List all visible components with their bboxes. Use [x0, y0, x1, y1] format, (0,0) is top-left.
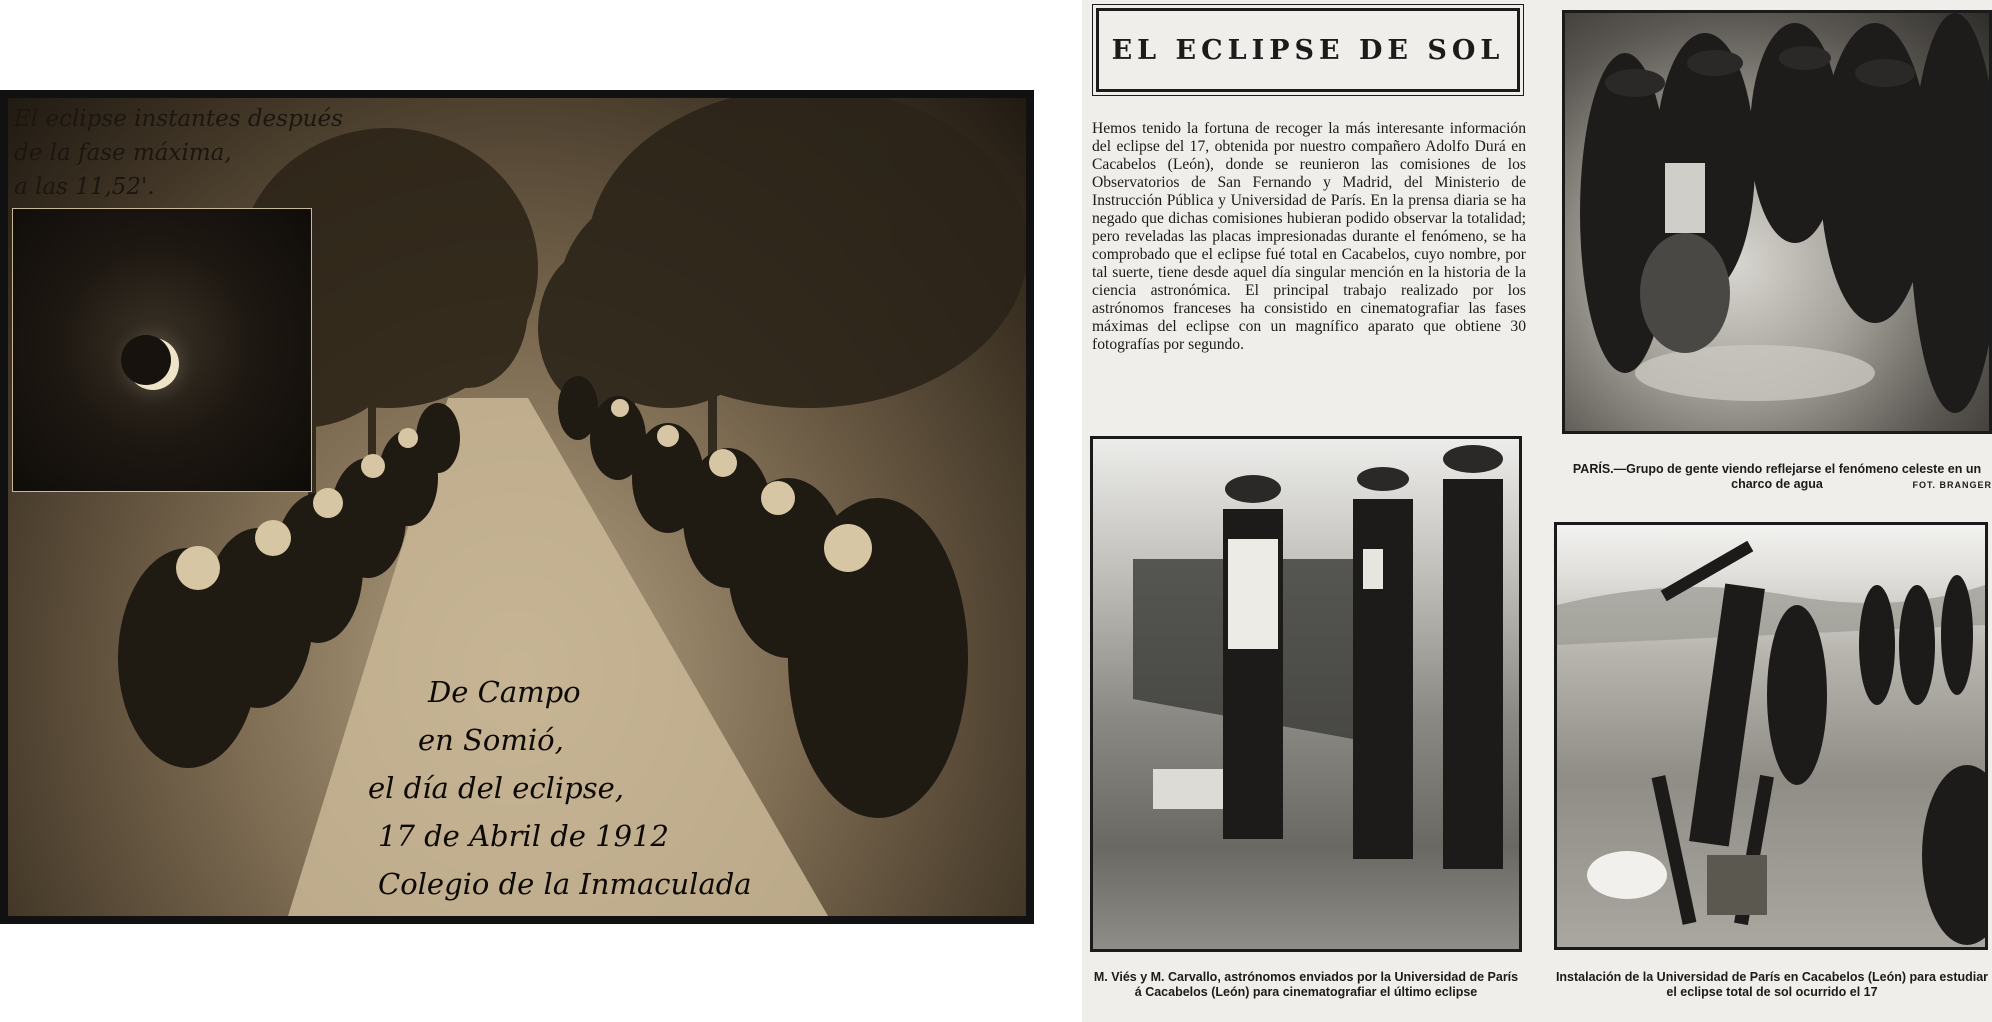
headline: EL ECLIPSE DE SOL — [1111, 34, 1505, 66]
caption-line: en Somió, — [418, 723, 564, 757]
caption-line: De Campo — [428, 675, 581, 709]
photo-handwritten-note — [14, 102, 344, 204]
astronomers-illustration — [1093, 439, 1519, 949]
photo-scene — [8, 98, 1026, 916]
note-line: El eclipse instantes después — [14, 106, 343, 132]
crowd-figures-illustration — [1565, 13, 1989, 431]
sepia-photograph — [0, 90, 1034, 924]
note-line: a las 11,52'. — [14, 174, 155, 200]
note-line: de la fase máxima, — [14, 140, 232, 166]
caption-line: 17 de Abril de 1912 — [378, 819, 669, 853]
caption-text: PARÍS.—Grupo de gente viendo reflejarse el fenómeno celeste en un charco de agua — [1572, 462, 1982, 491]
newspaper-page — [1082, 0, 1992, 1022]
article-body: Hemos tenido la fortuna de recoger la más interesante información del eclipse del 17, obtenida por nuestro compañero Adolfo Durá en Cacabelos (León), donde se reunieron las comisiones de los Observatorios de San Fernando y Madrid, del Ministerio de Instrucción Pública y Universidad de París. En la prensa diaria se ha negado que dichas comisiones hubieran podido observar la totalidad; pero reveladas las placas impresionadas durante el fenómeno, se ha comprobado que el eclipse fué total en Cacabelos, cuyo nombre, por tal suerte, tiene desde aquel día singular mención en la historia de la ciencia astronómica. El principal trabajo realizado por los astrónomos franceses ha consistido en cinematografiar las fases máximas del eclipse con un magnífico aparato que obtiene 30 fotografías por segundo. — [1092, 120, 1526, 353]
astronomers-photo — [1090, 436, 1522, 952]
eclipse-inset-photo — [12, 208, 312, 492]
astronomers-photo-caption: M. Viés y M. Carvallo, astrónomos enviados por la Universidad de París á Cacabelos (León) para cinematografiar el último eclipse — [1093, 970, 1519, 999]
telescope-illustration — [1557, 525, 1985, 947]
crowd-photo — [1562, 10, 1992, 434]
headline-box — [1096, 8, 1520, 92]
photo-credit: FOT. BRANGER — [1912, 480, 1992, 490]
caption-line: el día del eclipse, — [368, 771, 625, 805]
telescope-photo-caption: Instalación de la Universidad de París en Cacabelos (León) para estudiar el eclipse total de sol ocurrido el 17 — [1555, 970, 1989, 999]
crowd-photo-caption — [1562, 462, 1992, 492]
caption-line: Colegio de la Inmaculada — [378, 867, 752, 901]
telescope-photo — [1554, 522, 1988, 950]
crescent-sun-icon — [13, 209, 309, 489]
handwritten-caption — [368, 668, 928, 908]
